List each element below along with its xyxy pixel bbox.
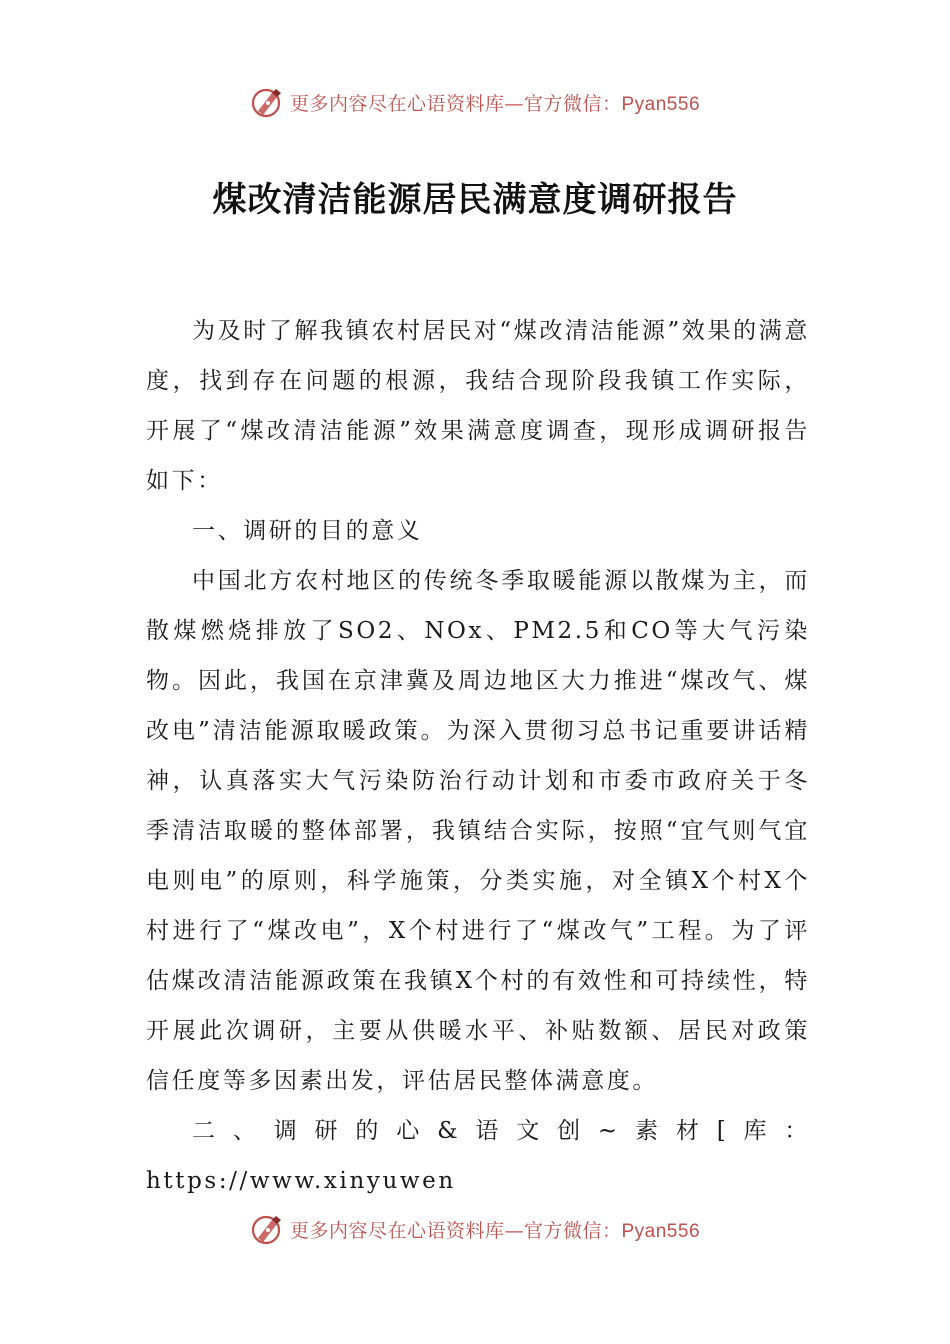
section-heading-2: 二、调研的心&语文创~素材[库：https://www.xinyuwen	[146, 1118, 810, 1194]
wechat-id: Pyan556	[621, 1220, 701, 1242]
header-banner	[0, 82, 950, 122]
wechat-id: Pyan556	[621, 93, 701, 115]
page-title: 煤改清洁能源居民满意度调研报告	[212, 180, 738, 220]
banner-text: 更多内容尽在心语资料库—官方微信：Pyan556	[289, 1219, 701, 1242]
pen-nib-logo-icon	[250, 85, 284, 119]
document-body	[146, 306, 810, 1206]
banner-text: 更多内容尽在心语资料库—官方微信：Pyan556	[289, 92, 701, 115]
footer-banner	[0, 1209, 950, 1249]
pen-nib-logo-icon	[250, 1212, 284, 1246]
paragraph-intro: 为及时了解我镇农村居民对“煤改清洁能源”效果的满意度，找到存在问题的根源，我结合现阶段我镇工作实际，开展了“煤改清洁能源”效果满意度调查，现形成调研报告如下：	[146, 318, 810, 494]
paragraph-purpose: 中国北方农村地区的传统冬季取暖能源以散煤为主，而散煤燃烧排放了SO2、NOx、PM2.5和CO等大气污染物。因此，我国在京津冀及周边地区大力推进“煤改气、煤改电”清洁能源取暖政策。为深入贯彻习总书记重要讲话精神，认真落实大气污染防治行动计划和市委市政府关于冬季清洁取暖的整体部署，我镇结合实际，按照“宜气则气宜电则电”的原则，科学施策，分类实施，对全镇X个村X个村进行了“煤改电”，X个村进行了“煤改气”工程。为了评估煤改清洁能源政策在我镇X个村的有效性和可持续性，特开展此次调研，主要从供暖水平、补贴数额、居民对政策信任度等多因素出发，评估居民整体满意度。	[146, 568, 810, 1094]
section-heading-1: 一、调研的目的意义	[192, 518, 423, 544]
